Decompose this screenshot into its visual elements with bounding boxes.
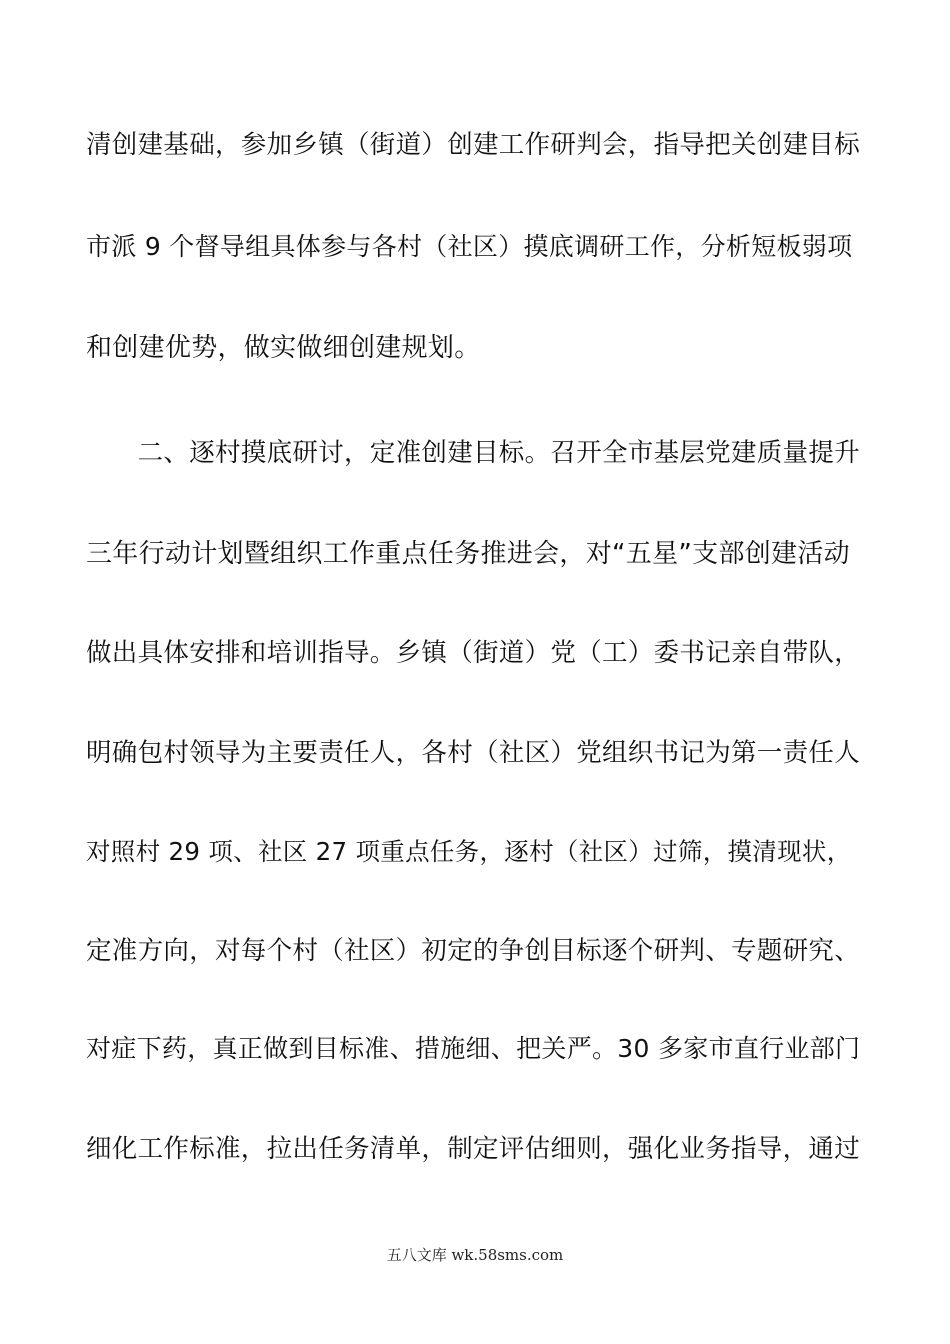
text-line-8: 对照村 29 项、社区 27 项重点任务，逐村（社区）过筛，摸清现状， [86, 837, 852, 866]
text-line-11: 细化工作标准，拉出任务清单，制定评估细则，强化业务指导，通过 [86, 1134, 861, 1164]
text-line-3: 和创建优势，做实做细创建规划。 [86, 333, 481, 363]
text-line-6: 做出具体安排和培训指导。乡镇（街道）党（工）委书记亲自带队， [86, 638, 861, 668]
text-line-10: 对症下药，真正做到目标准、措施细、把关严。30 多家市直行业部门 [86, 1034, 861, 1063]
text-line-5: 三年行动计划暨组织工作重点任务推进会，对“五星”支部创建活动 [86, 539, 850, 569]
footer-watermark: 五八文库 wk.58sms.com [386, 1246, 564, 1264]
text-line-2: 市派 9 个督导组具体参与各村（社区）摸底调研工作，分析短板弱项 [86, 232, 853, 261]
text-line-4: 二、逐村摸底研讨，定准创建目标。召开全市基层党建质量提升 [86, 438, 861, 468]
text-line-9: 定准方向，对每个村（社区）初定的争创目标逐个研判、专题研究、 [86, 936, 861, 966]
text-line-7: 明确包村领导为主要责任人，各村（社区）党组织书记为第一责任人 [86, 738, 861, 768]
text-line-1: 清创建基础，参加乡镇（街道）创建工作研判会，指导把关创建目标 [86, 130, 861, 160]
